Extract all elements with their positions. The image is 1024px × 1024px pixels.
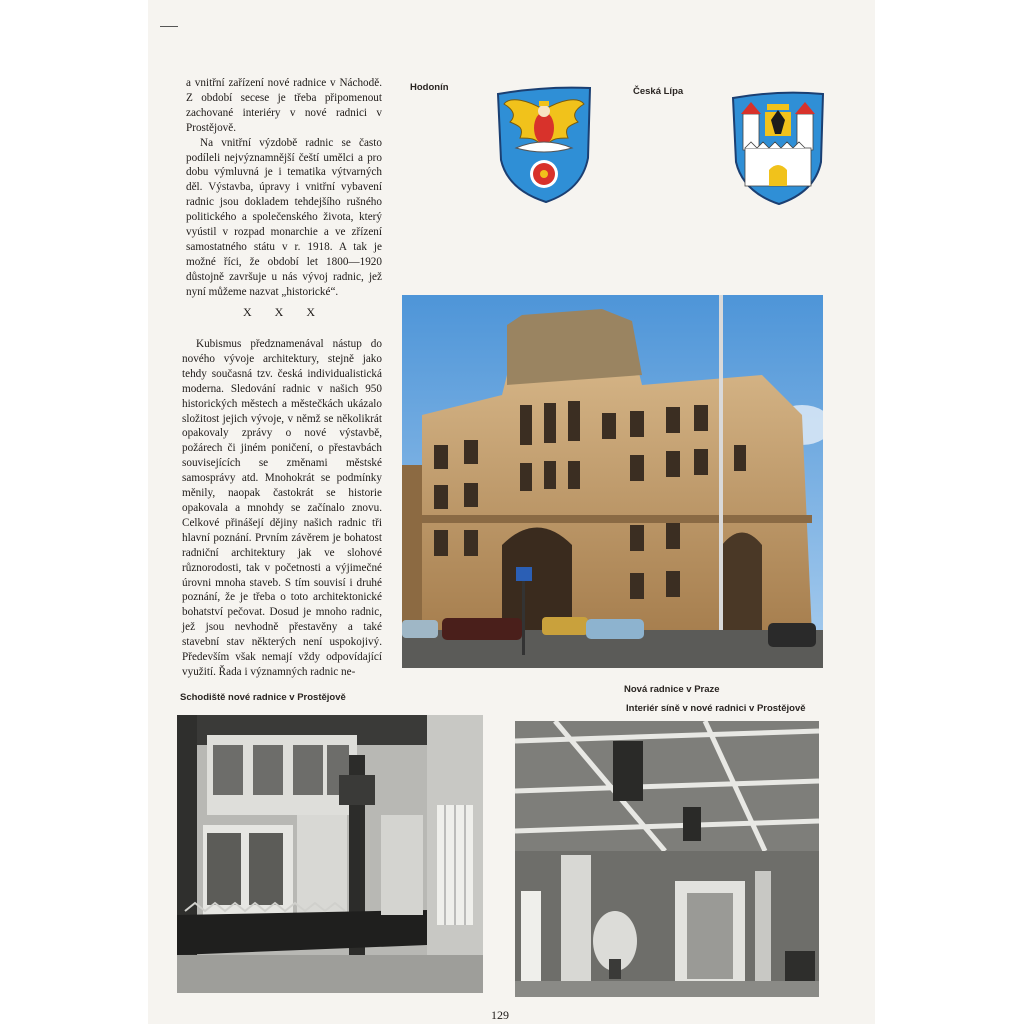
photo-new-town-hall-prague (402, 295, 823, 668)
caption-praha: Nová radnice v Praze (624, 684, 720, 695)
photo-interior-hall-prostejov (515, 721, 819, 997)
caption-interier: Interiér síně v nové radnici v Prostějově (626, 703, 806, 714)
paragraph: Na vnitřní výzdobě radnic se často podíleli nejvýznamnější čeští umělci a pro dobu výmluvná je i tematika výtvarných děl. Výstavba, úpravy i vnitřní vybavení radnic jsou dokladem tehdejšího rušného politického a společenského života, který vyústil v rozpad monarchie a ve zřízení samostatného státu v r. 1918. A tak je možné říci, že období let 1800—1920 důstojně završuje u nás vývoj radnic, jež nyní můžeme nazvat „historické“. (186, 136, 382, 298)
caption-ceska-lipa: Česká Lípa (633, 86, 684, 97)
ceska-lipa-coat-of-arms (731, 90, 825, 206)
text-column-top (186, 76, 382, 300)
caption-schodiste: Schodiště nové radnice v Prostějově (180, 692, 346, 703)
text-column-bottom (182, 337, 382, 680)
section-separator: X X X (243, 305, 325, 319)
paragraph: Kubismus předznamenával nástup do nového vývoje architektury, stejně jako tehdy současná tzv. česká individualistická moderna. Sledování radnic v našich 950 historických městech a městečkách ukázalo složitost jejich vývoje, v němž se několikrát opakovaly zprávy o nové výstavbě, požárech či jiném poničení, o přestavbách souvisejících se změnami městské samosprávy atd. Mnohokrát se podmínky měnily, naopak častokrát se historie opakovala a mnohdy se začínalo znovu. Celkové přinášejí dějiny našich radnic tři hlavní poznání. Prvním závěrem je bohatost radniční architektury jak ve slohové různorodosti, tak v početnosti a výjimečné úrovni mnoha staveb. S tím souvisí i druhé poznání, že je třeba o toto architektonické bohatství pečovat. Dosud je mnoho radnic, jež jsou nevhodně přestavěny a také stavební stav některých není uspokojivý. Především však nemají vždy odpovídající využití. Řada i významných radnic ne- (182, 338, 382, 678)
page-number: 129 (491, 1008, 509, 1022)
paragraph: a vnitřní zařízení nové radnice v Náchodě. Z období secese je třeba připomenout zachované interiéry v nové radnici v Prostějově. (186, 77, 382, 134)
hodonin-coat-of-arms (496, 86, 592, 204)
corner-mark (160, 26, 178, 27)
caption-hodonin: Hodonín (410, 82, 449, 93)
photo-staircase-prostejov (177, 715, 483, 993)
